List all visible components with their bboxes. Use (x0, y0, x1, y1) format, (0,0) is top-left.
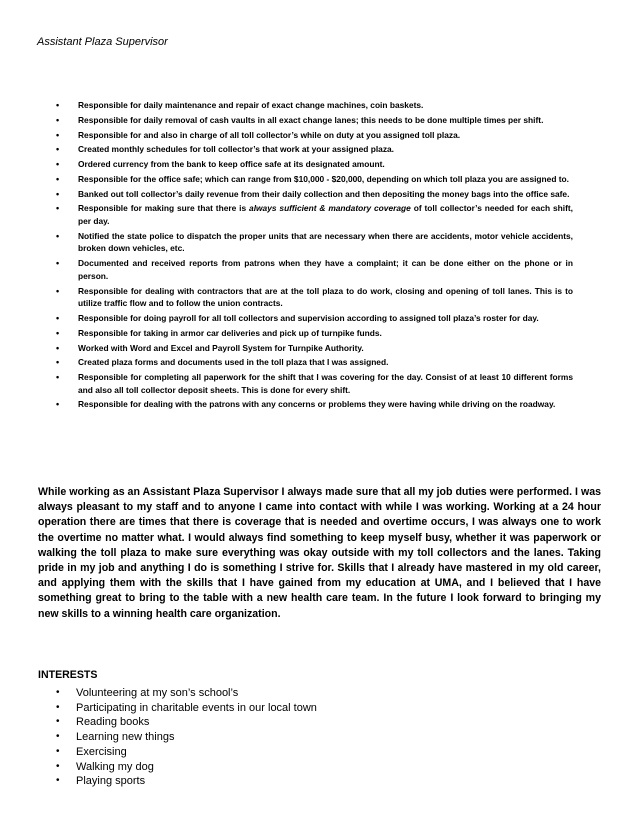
bullet-icon: • (56, 327, 60, 338)
interest-label: Exercising (76, 745, 127, 758)
bullet-icon: • (56, 775, 60, 787)
duty-item (56, 356, 573, 369)
bullet-icon: • (56, 760, 60, 772)
duty-text: Responsible for dealing with the patrons with any concerns or problems they were having while driving on the roadway. (78, 399, 556, 410)
duty-text: Responsible for doing payroll for all toll collectors and supervision according to assigned toll plaza’s roster for day. (78, 312, 539, 323)
interest-item (56, 760, 317, 775)
duty-item (56, 99, 573, 112)
bullet-icon: • (56, 144, 60, 155)
duty-text: Ordered currency from the bank to keep office safe at its designated amount. (78, 159, 385, 170)
duty-item (56, 188, 573, 201)
duty-text: Created monthly schedules for toll collector’s that work at your assigned plaza. (78, 144, 394, 155)
duties-list (56, 99, 573, 413)
duty-text: Created plaza forms and documents used in the toll plaza that I was assigned. (78, 357, 389, 368)
bullet-icon: • (56, 701, 60, 713)
bullet-icon: • (56, 129, 60, 140)
bullet-icon: • (56, 285, 60, 296)
bullet-icon: • (56, 399, 60, 410)
duty-item (56, 398, 573, 411)
bullet-icon: • (56, 716, 60, 728)
interests-list (56, 686, 317, 789)
duty-item (56, 143, 573, 156)
duty-text: Responsible for daily removal of cash vaults in all exact change lanes; this needs to be done multiple times per shift. (78, 114, 544, 125)
interest-label: Volunteering at my son’s school’s (76, 687, 239, 699)
bullet-icon: • (56, 357, 60, 368)
interest-label: Reading books (76, 716, 150, 729)
duty-item (56, 129, 573, 142)
bullet-icon: • (56, 173, 60, 184)
interest-label: Walking my dog (76, 760, 154, 773)
duty-item (56, 342, 573, 355)
duty-text: Responsible for taking in armor car deliveries and pick up of turnpike funds. (78, 327, 382, 338)
interests-heading: INTERESTS (38, 669, 98, 681)
duty-text: Responsible for dealing with contractors that are at the toll plaza to do work, closing and opening of toll lanes. This is to utilize traffic flow and to follow the union contracts. (78, 285, 573, 309)
bullet-icon: • (56, 188, 60, 199)
bullet-icon: • (56, 258, 60, 269)
bullet-icon: • (56, 114, 60, 125)
interest-item (56, 686, 317, 701)
duty-item (56, 114, 573, 127)
duty-text: Responsible for making sure that there is (78, 203, 250, 214)
duty-item (56, 285, 573, 310)
bullet-icon: • (56, 312, 60, 323)
interest-item (56, 745, 317, 760)
bullet-icon: • (56, 731, 60, 743)
interest-label: Participating in charitable events in our local town (76, 701, 317, 714)
bullet-icon: • (56, 203, 60, 214)
bullet-icon: • (56, 372, 60, 383)
bullet-icon: • (56, 342, 60, 353)
duty-item (56, 158, 573, 171)
duty-item (56, 312, 573, 325)
duty-item (56, 327, 573, 340)
duty-text: Notified the state police to dispatch the proper units that are necessary when there are accidents, motor vehicle accidents, broken down vehicles, etc. (78, 230, 573, 254)
interest-item (56, 730, 317, 745)
duty-text: Responsible for completing all paperwork for the shift that I was covering for the day. Consist of at least 10 different forms and also all toll collector deposit sheets. This is done for every shift. (78, 372, 573, 395)
duty-text: Responsible for the office safe; which can range from $10,000 - $20,000, depending on which toll plaza you are assigned to. (78, 173, 569, 184)
page-header-title: Assistant Plaza Supervisor (37, 36, 168, 48)
duty-item (56, 230, 573, 255)
duty-item (56, 173, 573, 186)
duty-text: Banked out toll collector’s daily revenue from their daily collection and then depositing the money bags into the office safe. (78, 188, 570, 199)
duty-item (56, 257, 573, 282)
duty-item (56, 371, 573, 396)
duty-text: Responsible for daily maintenance and repair of exact change machines, coin baskets. (78, 100, 424, 110)
bullet-icon: • (56, 745, 60, 757)
interest-label: Playing sports (76, 775, 146, 788)
interest-label: Learning new things (76, 731, 175, 744)
duty-text: Responsible for and also in charge of all toll collector’s while on duty at you assigned toll plaza. (78, 129, 461, 140)
interest-item (56, 715, 317, 730)
duty-text: Documented and received reports from patrons when they have a complaint; it can be done either on the phone or in person. (78, 258, 573, 281)
interest-item (56, 774, 317, 789)
duty-text: of toll collector’s needed for each shift, per day. (78, 203, 573, 227)
bullet-icon: • (56, 159, 60, 170)
duty-item (56, 202, 573, 227)
interest-item (56, 701, 317, 716)
bullet-icon: • (56, 100, 60, 110)
duty-text: Worked with Word and Excel and Payroll System for Turnpike Authority. (78, 342, 364, 353)
bullet-icon: • (56, 687, 60, 698)
bullet-icon: • (56, 230, 60, 241)
duty-text-emphasis: always sufficient & mandatory coverage (249, 203, 411, 214)
summary-paragraph: While working as an Assistant Plaza Supervisor I always made sure that all my job duties were performed. I was always pleasant to my staff and to anyone I came into contact with while I was working. Working at a 24 hour operation there are times that there is coverage that is needed and overtime occurs, I was always one to work the overtime no matter what. I would always find something to keep myself busy, whether it was paperwork or walking the toll plaza to make sure everything was okay outside with my toll collectors and the lanes. Taking pride in my job and anything I do is something I strive for. Skills that I already have mastered in my old career, and applying them with the skills that I have gained from my education at UMA, and I believed that I have something great to bring to the table with a new health care team. In the future I look forward to bringing my new skills to a winning health care organization. (38, 486, 601, 620)
